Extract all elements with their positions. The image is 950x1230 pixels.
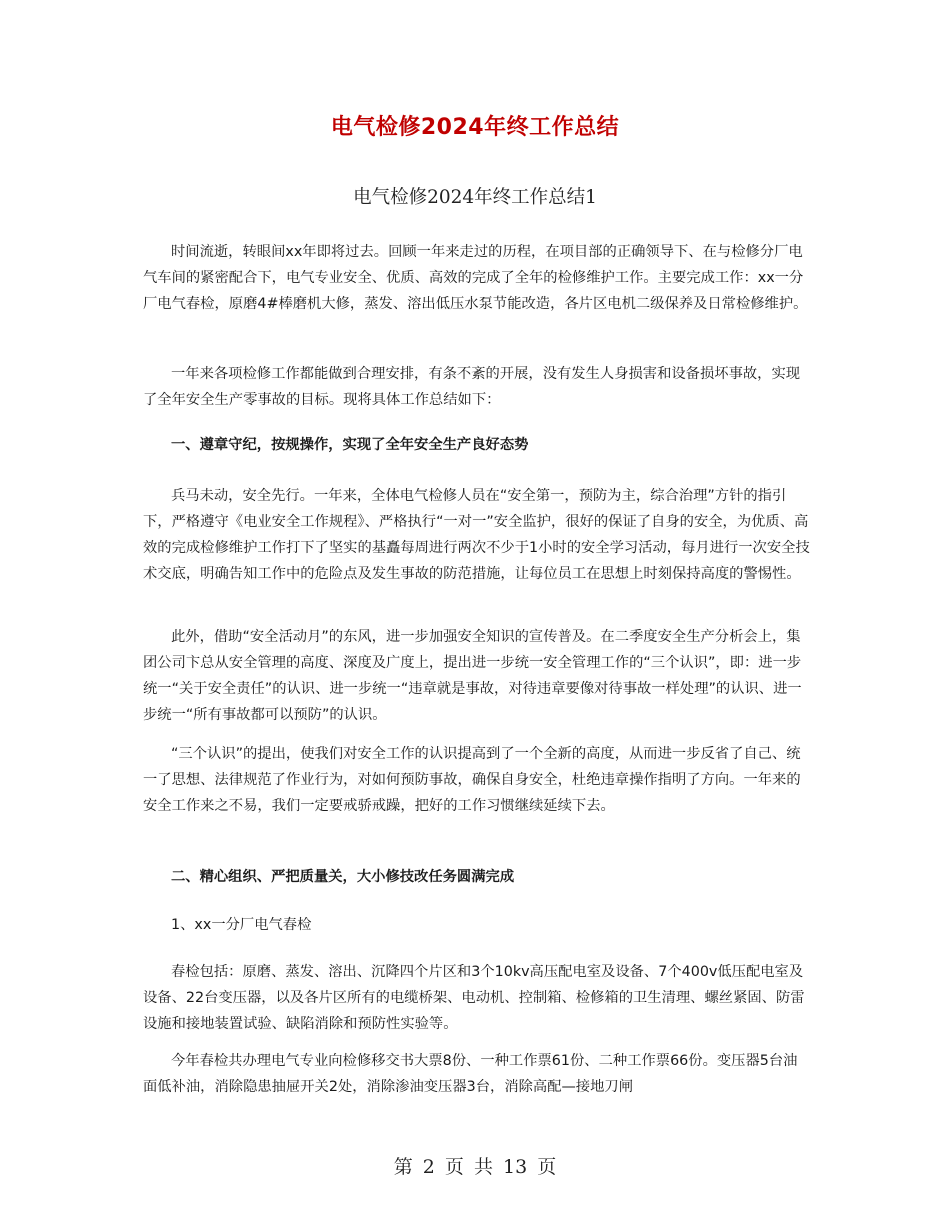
page-footer: 第 2 页 共 13 页 (393, 1156, 557, 1178)
section-heading-2: 二、精心组织、严把质量关，大小修技改任务圆满完成 (171, 869, 515, 885)
paragraph-work-tickets: 今年春检共办理电气专业向检修移交书大票8份、一种工作票61份、二种工作票66份。变压器5台油面低补油，消除隐患抽屉开关2处，消除渗油变压器3台，消除高配—接地刀闸 (143, 1053, 798, 1095)
section-heading-1: 一、遵章守纪，按规操作，实现了全年安全生产良好态势 (171, 437, 529, 453)
document-title: 电气检修2024年终工作总结 (330, 115, 620, 140)
paragraph-spring-check: 春检包括：原磨、蒸发、溶出、沉降四个片区和3个10kv高压配电室及设备、7个400v低压配电室及设备、22台变压器，以及各片区所有的电缆桥架、电动机、控制箱、检修箱的卫生清理、螺丝紧固、防雷设施和接地装置试验、缺陷消除和预防性实验等。 (143, 964, 805, 1032)
document-subtitle: 电气检修2024年终工作总结1 (353, 187, 597, 208)
paragraph-three-understandings: “三个认识”的提出，使我们对安全工作的认识提高到了一个全新的高度，从而进一步反省了自己、统一了思想、法律规范了作业行为，对如何预防事故，确保自身安全，杜绝违章操作指明了方向。一年来的安全工作来之不易，我们一定要戒骄戒躁，把好的工作习惯继续延续下去。 (143, 746, 801, 814)
paragraph-intro: 时间流逝，转眼间xx年即将过去。回顾一年来走过的历程，在项目部的正确领导下、在与检修分厂电气车间的紧密配合下，电气专业安全、优质、高效的完成了全年的检修维护工作。主要完成工作：xx一分厂电气春检，原磨4#棒磨机大修，蒸发、溶出低压水泵节能改造，各片区电机二级保养及日常检修维护。 (143, 244, 808, 312)
paragraph-safety: 兵马未动，安全先行。一年来，全体电气检修人员在“安全第一，预防为主，综合治理”方针的指引下，严格遵守《电业安全工作规程》、严格执行“一对一”安全监护，很好的保证了自身的安全，为优质、高效的完成检修维护工作打下了坚实的基矗每周进行两次不少于1小时的安全学习活动，每月进行一次安全技术交底，明确告知工作中的危险点及发生事故的防范措施，让每位员工在思想上时刻保持高度的警惕性。 (143, 488, 810, 582)
paragraph-summary: 一年来各项检修工作都能做到合理安排，有条不紊的开展，没有发生人身损害和设备损坏事故，实现了全年安全生产零事故的目标。现将具体工作总结如下： (143, 366, 801, 408)
subsection-heading: 1、xx一分厂电气春检 (171, 917, 312, 933)
paragraph-safety-month: 此外，借助“安全活动月”的东风，进一步加强安全知识的宣传普及。在二季度安全生产分析会上，集团公司卞总从安全管理的高度、深度及广度上，提出进一步统一安全管理工作的“三个认识”，即：进一步统一“关于安全责任”的认识、进一步统一“违章就是事故，对待违章要像对待事故一样处理”的认识、进一步统一“所有事故都可以预防”的认识。 (143, 629, 802, 723)
